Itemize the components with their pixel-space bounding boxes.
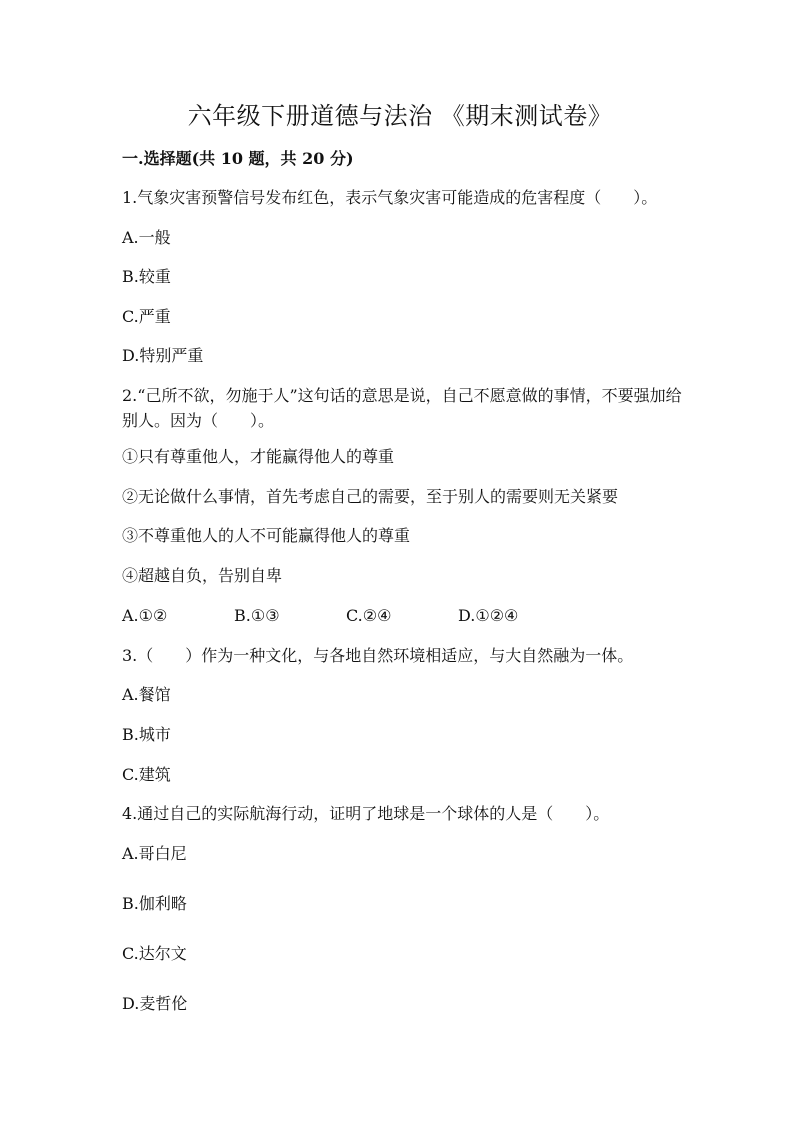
question-3-option-c: C.建筑 (122, 765, 171, 784)
question-3-option-a: A.餐馆 (122, 685, 171, 704)
page-title: 六年级下册道德与法治 《期末测试卷》 (187, 102, 613, 130)
question-2-option-c: C.②④ (346, 606, 392, 625)
question-2-options-row (122, 605, 622, 627)
question-2-option-d: D.①②④ (458, 606, 519, 625)
question-2-statement-2: ②无论做什么事情，首先考虑自己的需要，至于别人的需要则无关紧要 (122, 487, 619, 506)
question-2-option-b: B.①③ (234, 606, 280, 625)
section-heading: 一.选择题(共 10 题，共 20 分) (122, 149, 354, 168)
question-3-stem: 3.（ ）作为一种文化，与各地自然环境相适应，与大自然融为一体。 (122, 646, 634, 665)
question-1-option-c: C.严重 (122, 307, 171, 326)
question-1-stem: 1.气象灾害预警信号发布红色，表示气象灾害可能造成的危害程度（ ）。 (122, 188, 658, 207)
question-3-option-b: B.城市 (122, 725, 171, 744)
question-4-stem: 4.通过自己的实际航海行动，证明了地球是一个球体的人是（ ）。 (122, 804, 610, 823)
question-4-option-c: C.达尔文 (122, 944, 187, 963)
question-2-statement-3: ③不尊重他人的人不可能赢得他人的尊重 (122, 526, 411, 545)
question-1-option-b: B.较重 (122, 267, 171, 286)
question-1-option-d: D.特别严重 (122, 346, 204, 365)
question-4-option-b: B.伽利略 (122, 894, 187, 913)
question-4-option-a: A.哥白尼 (122, 844, 187, 863)
question-2-statement-1: ①只有尊重他人，才能赢得他人的尊重 (122, 447, 395, 466)
question-4-option-d: D.麦哲伦 (122, 994, 188, 1013)
question-2-option-a: A.①② (122, 606, 168, 625)
question-1-option-a: A.一般 (122, 228, 171, 247)
question-2-statement-4: ④超越自负，告别自卑 (122, 566, 283, 585)
question-2-stem: 2.“己所不欲，勿施于人”这句话的意思是说，自己不愿意做的事情，不要强加给别人。因为（ ）。 (122, 386, 682, 430)
